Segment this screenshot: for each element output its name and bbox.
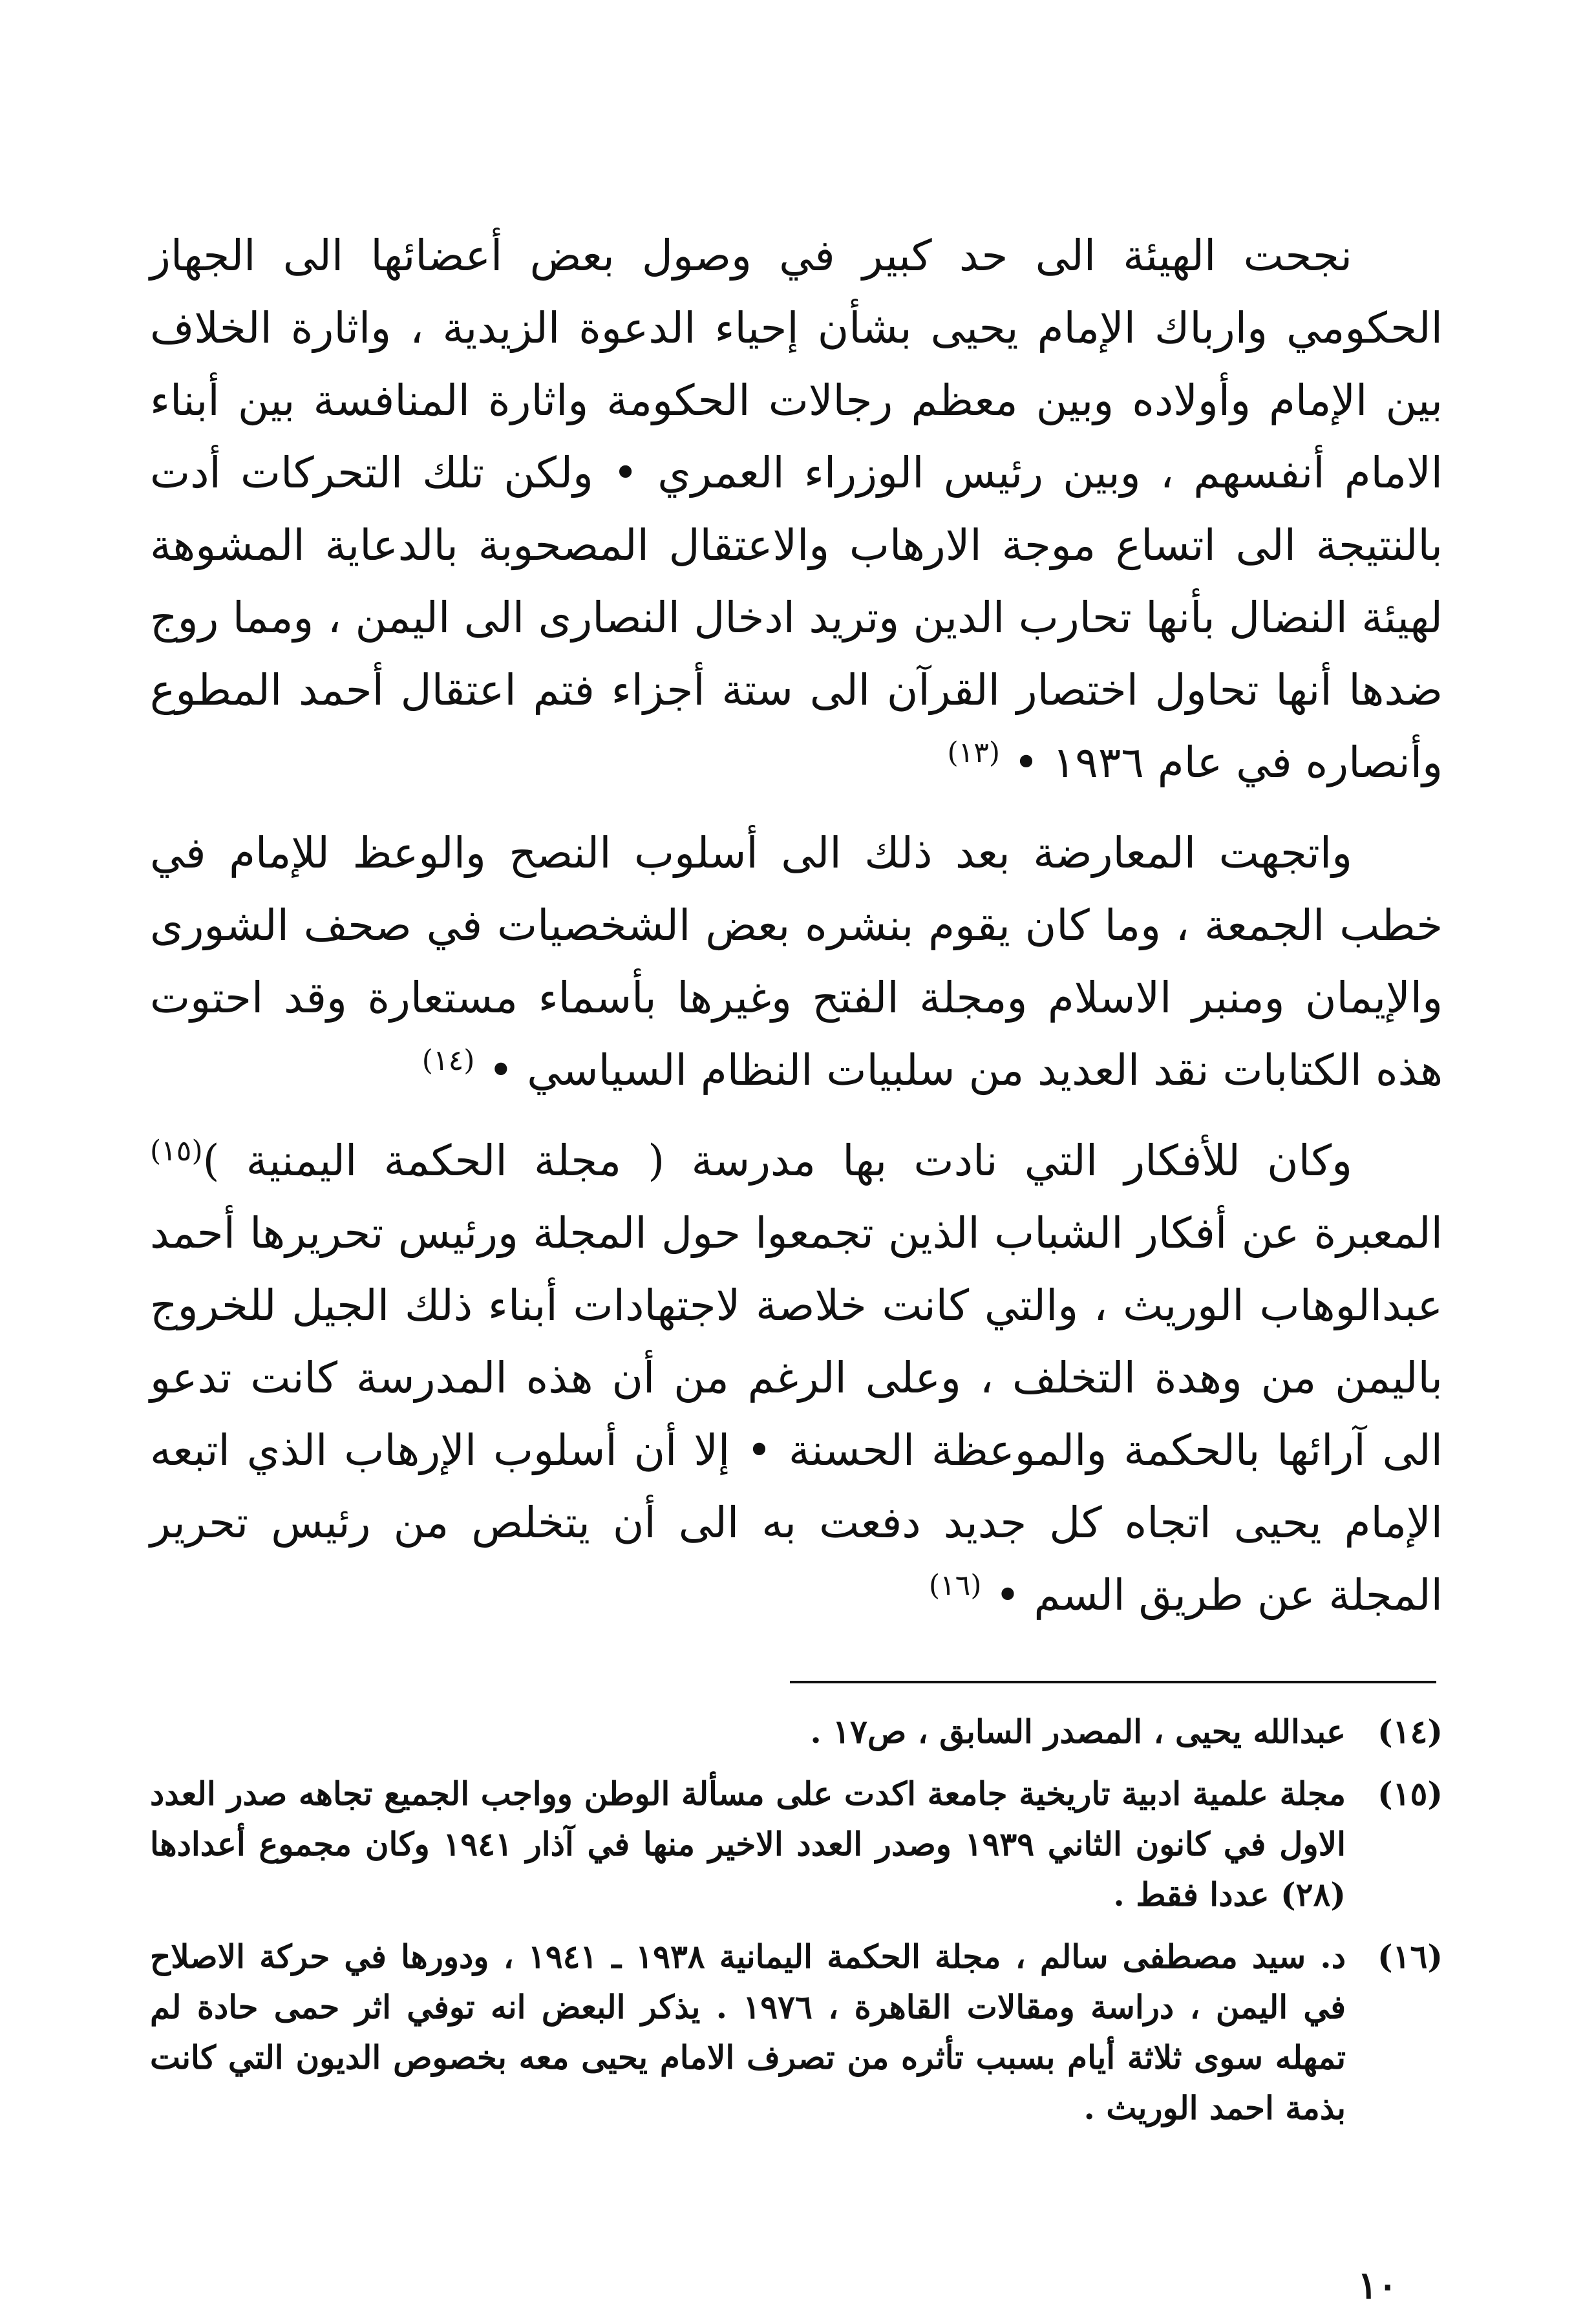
paragraph-2-text: واتجهت المعارضة بعد ذلك الى أسلوب النصح والوعظ للإمام في خطب الجمعة ، وما كان يقوم بنشره بعض الشخصيات في صحف الشورى والإيمان ومنبر الاسلام ومجلة الفتح وغيرها بأسماء مستعارة وقد احتوت هذه الكتابات نقد العديد من سلبيات النظام السياسي • (150, 828, 1443, 1095)
footnote-16 (150, 1932, 1443, 2133)
footnote-number: (١٦) (1377, 1937, 1443, 1976)
paragraph-3 (150, 1125, 1443, 1632)
footnote-divider (790, 1681, 1436, 1683)
main-body-text (150, 220, 1443, 1650)
footnote-text: عبدالله يحيى ، المصدر السابق ، ص١٧ . (810, 1712, 1346, 1751)
footnote-reference-15: (١٥) (150, 1135, 203, 1167)
paragraph-2 (150, 817, 1443, 1107)
paragraph-1 (150, 220, 1443, 799)
page-number: ١٠ (1357, 2263, 1398, 2307)
footnote-text: مجلة علمية ادبية تاريخية جامعة اكدت على مسألة الوطن وواجب الجميع تجاهه صدر العدد الاول في كانون الثاني ١٩٣٩ وصدر العدد الاخير منها في آذار ١٩٤١ وكان مجموع أعدادها (٢٨) عددا فقط . (150, 1775, 1346, 1914)
paragraph-3-text: المعبرة عن أفكار الشباب الذين تجمعوا حول المجلة ورئيس تحريرها أحمد عبدالوهاب الوريث ، والتي كانت خلاصة لاجتهادات أبناء ذلك الجيل للخروج باليمن من وهدة التخلف ، وعلى الرغم من أن هذه المدرسة كانت تدعو الى آرائها بالحكمة والموعظة الحسنة • إلا أن أسلوب الإرهاب الذي اتبعه الإمام يحيى اتجاه كل جديد دفعت به الى أن يتخلص من رئيس تحرير المجلة عن طريق السم • (150, 1208, 1443, 1620)
paragraph-1-text: نجحت الهيئة الى حد كبير في وصول بعض أعضائها الى الجهاز الحكومي وارباك الإمام يحيى بشأن إحياء الدعوة الزيدية ، واثارة الخلاف بين الإمام وأولاده وبين معظم رجالات الحكومة واثارة المنافسة بين أبناء الامام أنفسهم ، وبين رئيس الوزراء العمري • ولكن تلك التحركات أدت بالنتيجة الى اتساع موجة الارهاب والاعتقال المصحوبة بالدعاية المشوهة لهيئة النضال بأنها تحارب الدين وتريد ادخال النصارى الى اليمن ، ومما روج ضدها أنها تحاول اختصار القرآن الى ستة أجزاء فتم اعتقال أحمد المطوع وأنصاره في عام ١٩٣٦ • (150, 231, 1443, 787)
paragraph-3-text-start: وكان للأفكار التي نادت بها مدرسة ( مجلة الحكمة اليمنية ) (202, 1136, 1352, 1186)
footnote-15 (150, 1769, 1443, 1920)
footnote-reference-14: (١٤) (421, 1044, 475, 1077)
footnote-reference-13: (١٣) (947, 736, 1001, 769)
footnote-number: (١٤) (1377, 1712, 1443, 1751)
footnote-14 (150, 1707, 1443, 1757)
footnotes (150, 1707, 1443, 2145)
footnote-text: د. سيد مصطفى سالم ، مجلة الحكمة اليمانية ١٩٣٨ ـ ١٩٤١ ، ودورها في حركة الاصلاح في اليمن ، دراسة ومقالات القاهرة ، ١٩٧٦ . يذكر البعض انه توفي اثر حمى حادة لم تمهله سوى ثلاثة أيام بسبب تأثره من تصرف الامام يحيى معه بخصوص الديون التي كانت بذمة احمد الوريث . (150, 1937, 1346, 2127)
footnote-number: (١٥) (1377, 1775, 1443, 1813)
footnote-reference-16: (١٦) (928, 1569, 982, 1602)
